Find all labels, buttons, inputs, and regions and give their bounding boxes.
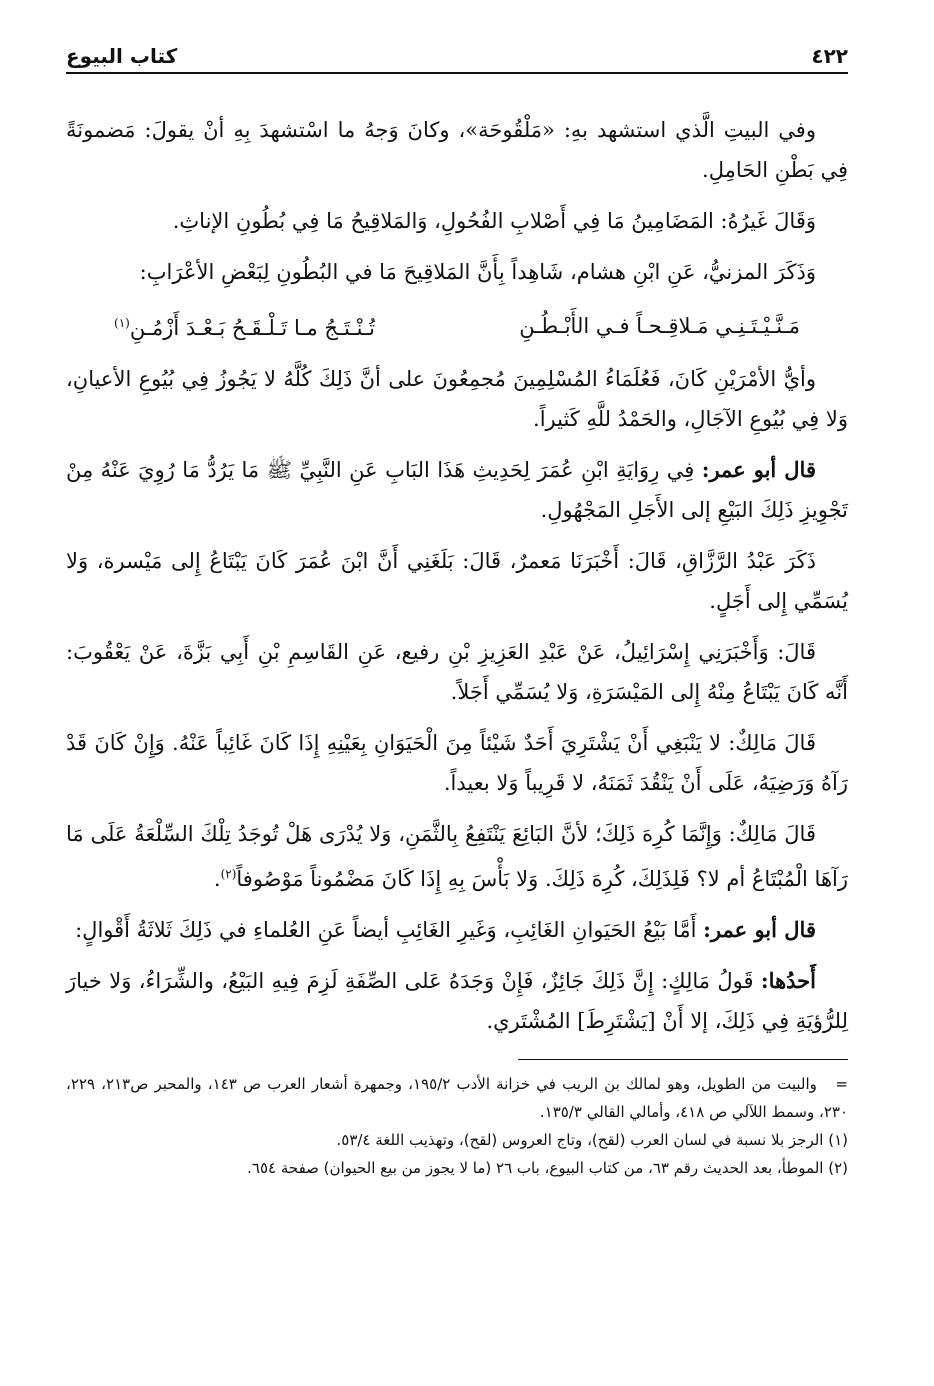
paragraph [66,814,848,899]
verse-hemistich-second [114,303,375,348]
paragraph: وفي البيتِ الَّذي استشهد بهِ: «مَلْقُوحَة»، وكانَ وَجهُ ما اسْتشهدَ بِهِ أنْ يقولَ: مَضمونَةً فِي بَطْنِ الحَامِلِ. [66,118,848,182]
footnotes [66,1070,848,1182]
footnote-1: (١) الرجز بلا نسبة في لسان العرب (لقح)، وتاج العروس (لقح)، وتهذيب اللغة ٥٣/٤. [336,1131,848,1149]
footnote-ref: (٢) [220,867,237,881]
footnote-text: والبيت من الطويل، وهو لمالك بن الريب في خزانة الأدب ١٩٥/٢، وجمهرة أشعار العرب ص ١٤٣، والمحبر ص٢١٣، ٢٢٩، ٢٣٠، وسمط اللآلي ص ٤١٨، وأمالي القالي ١٣٥/٣. [66,1075,848,1121]
footnote-2: (٢) الموطأ، بعد الحديث رقم ٦٣، من كتاب البيوع، باب ٢٦ (ما لا يجوز من بيع الحيوان) صفحة ٦٥٤. [247,1159,848,1177]
paragraph: وَذَكَرَ المزنيُّ، عَنِ ابْنِ هشام، شَاهِداً بِأَنَّ المَلاقِيحَ مَا في البُطُونِ لِبَعْضِ الأعْرَابِ: [139,260,816,284]
speaker-lead: قال أبو عمر: [703,917,816,942]
paragraph-text: قَالَ مَالِكٌ: وَإِنَّمَا كُرِهَ ذَلِكَ؛ لأنَّ البَائِعَ يَنْتَفِعُ بِالثَّمَنِ، وَلا يُدْرَى هَلْ تُوجَدُ تِلْكَ السِّلْعَةُ عَلَى مَا رَآهَا الْمُبْتَاعُ أم لا؟ فَلِذَلِكَ، كُرِهَ ذَلِكَ. وَلا بَأْسَ بِهِ إِذَا كَانَ مَضْمُوناً مَوْصُوفاً [66,822,848,891]
paragraph-end: . [213,867,221,891]
paragraph-text: فِي رِوَايَةِ ابْنِ عُمَرَ لِحَدِيثِ هَذَا البَابِ عَنِ النَّبِيِّ ﷺ مَا يَرُدُّ مَا رُوِيَ عَنْهُ مِنْ تَجْوِيزِ ذَلِكَ البَيْعِ إلى الأَجَلِ المَجْهُولِ. [66,458,848,522]
running-title: كتاب البيوع [66,44,178,68]
paragraph: قَالَ: وَأَخْبَرَنِي إِسْرَائِيلُ، عَنْ عَبْدِ العَزِيزِ بْنِ رفيع، عَنِ القَاسِمِ بْنِ أَبِي بَزَّةَ، عَنْ يَعْقُوبَ: أَنَّه كَانَ يَبْتَاعُ مِنْهُ إِلى المَيْسَرَةِ، وَلا يُسَمِّي أَجَلاً. [66,640,848,704]
paragraph: وأيُّ الأمْرَيْنِ كَانَ، فَعُلَمَاءُ المُسْلِمِينَ مُجمِعُونَ على أنَّ ذَلِكَ كُلَّهُ لا يَجُوزُ فِي بُيُوعِ الأعيانِ، وَلا فِي بُيُوعِ الآجَالِ، والحَمْدُ للَّهِ كَثيراً. [66,367,848,431]
page-number: ٤٢٢ [811,44,848,68]
opinion-lead: أَحدُها: [760,968,816,993]
verse-hemistich-first: مَـنَّـيْـتَـنِـي مَـلاقِـحـاً فـي الأَبْـطُـنِ [519,313,800,338]
footnote-ref: (١) [114,316,130,330]
paragraph: قَالَ مَالِكٌ: لا يَنْبَغِي أَنْ يَشْتَرِيَ أَحَدٌ شَيْئاً مِنَ الْحَيَوَانِ بِعَيْنِهِ إِذَا كَانَ غَائِباً عَنْهُ. وَإِنْ كَانَ قَدْ رَآهُ وَرَضِيَهُ، عَلَى أَنْ يَنْقُدَ ثَمَنَهُ، لا قَرِيباً وَلا بعيداً. [66,731,848,795]
footnote-continuation [66,1070,848,1126]
paragraph [66,450,848,530]
paragraph-text: أَمَّا بَيْعُ الحَيَوانِ الغَائِبِ، وَغَيرِ الغَائِبِ أيضاً عَنِ العُلماءِ في ذَلِكَ ثَلاثَةُ أَقْوالٍ: [75,918,704,942]
footnote-divider [518,1059,848,1060]
speaker-lead: قال أبو عمر: [701,457,816,482]
verse-text: تُـنْـتَـجُ مـا تَـلْـقَـحُ بَـعْـدَ أَزْمُـنِ [129,316,375,340]
paragraph: وَقَالَ غَيرُهُ: المَضَامِينُ مَا فِي أَصْلابِ الفُحُولِ، وَالمَلاقِيحُ مَا فِي بُطُونِ الإناثِ. [172,209,816,233]
paragraph [66,910,848,950]
continuation-mark: = [835,1075,848,1093]
main-text [66,110,848,1041]
paragraph: ذَكَرَ عَبْدُ الرَّزَّاقِ، قَالَ: أَخْبَرَنَا مَعمرٌ، قَالَ: بَلَغَنِي أَنَّ ابْنَ عُمَرَ كَانَ يَبْتَاعُ إِلى مَيْسرة، وَلا يُسَمِّي إِلى أَجَلٍ. [66,549,848,613]
page-header [66,36,848,74]
poetry-verse [66,303,848,348]
paragraph [66,961,848,1041]
paragraph-text: قَولُ مَالِكٍ: إِنَّ ذَلِكَ جَائِزٌ، فَإِنْ وَجَدَهُ عَلى الصِّفَةِ لَزِمَ فِيهِ البَيْعُ، والشِّرَاءُ، وَلا خيارَ لِلرُّؤيَةِ فِي ذَلِكَ، إلا أَنْ [يَشْتَرِطَ] المُشْتَري. [66,969,848,1033]
